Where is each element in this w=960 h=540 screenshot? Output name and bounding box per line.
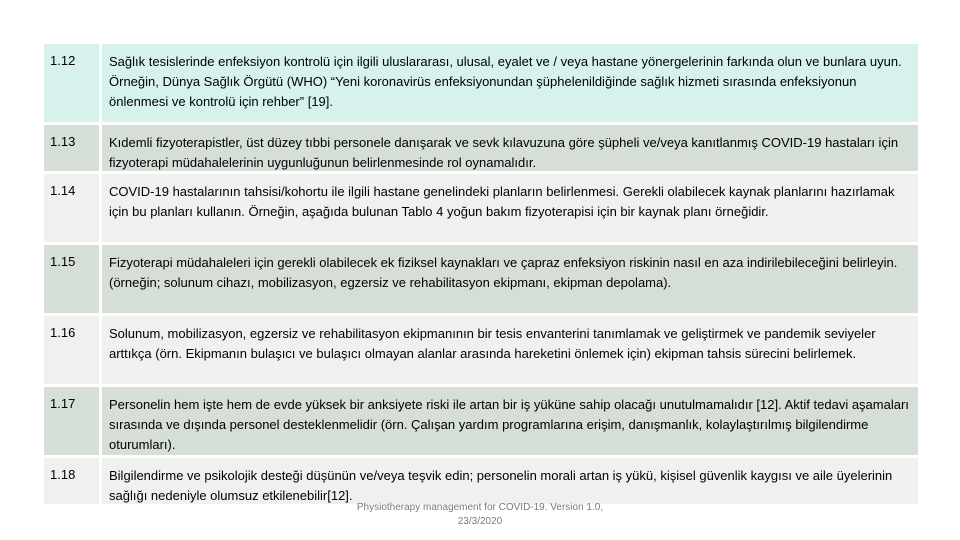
row-number: 1.17 <box>44 387 99 455</box>
table-row <box>44 125 918 171</box>
row-text: Sağlık tesislerinde enfeksiyon kontrolü için ilgili uluslararası, ulusal, eyalet ve / veya hastane yönergelerinin farkında olun ve bunlara uyun. Örneğin, Dünya Sağlık Örgütü (WHO) “Yeni koronavirüs enfeksiyonundan şüphelenildiğinde sağlık hizmeti sırasında enfeksiyonun önlenmesi ve kontrolü için rehber” [19]. <box>102 44 918 122</box>
table-row <box>44 174 918 242</box>
slide-footer <box>340 501 620 529</box>
row-text: Kıdemli fizyoterapistler, üst düzey tıbbi personele danışarak ve sevk kılavuzuna göre şüpheli ve/veya kanıtlanmış COVID-19 hastaları için fizyoterapi müdahalelerinin uygunluğunun belirlenmesinde rol oynamalıdır. <box>102 125 918 171</box>
footer-date: 23/3/2020 <box>457 516 503 527</box>
table-row <box>44 316 918 384</box>
row-number: 1.14 <box>44 174 99 242</box>
table-row <box>44 44 918 122</box>
guidelines-table <box>44 44 918 504</box>
row-number: 1.18 <box>44 458 99 504</box>
row-text: Solunum, mobilizasyon, egzersiz ve rehabilitasyon ekipmanının bir tesis envanterini tanımlamak ve geliştirmek ve pandemik seviyeler arttıkça (örn. Ekipmanın bulaşıcı ve bulaşıcı olmayan alanlar arasında hareketini önlemek için) ekipman tahsis sürecini belirlemek. <box>102 316 918 384</box>
row-number: 1.15 <box>44 245 99 313</box>
table-row <box>44 458 918 504</box>
row-number: 1.12 <box>44 44 99 122</box>
row-number: 1.13 <box>44 125 99 171</box>
row-text: Fizyoterapi müdahaleleri için gerekli olabilecek ek fiziksel kaynakları ve çapraz enfeksiyon riskinin nasıl en aza indirilebileceğini belirleyin.(örneğin; solunum cihazı, mobilizasyon, egzersiz ve rehabilitasyon ekipmanı, ekipman depolama). <box>102 245 918 313</box>
table-row <box>44 245 918 313</box>
footer-citation: Physiotherapy management for COVID-19. Version 1.0, <box>356 502 604 513</box>
row-text: Bilgilendirme ve psikolojik desteği düşünün ve/veya teşvik edin; personelin morali artan iş yükü, kişisel güvenlik kaygısı ve aile üyelerinin sağlığı nedeniyle olumsuz etkilenebilir[12]. <box>102 458 918 504</box>
table-row <box>44 387 918 455</box>
row-text: Personelin hem işte hem de evde yüksek bir anksiyete riski ile artan bir iş yüküne sahip olacağı unutulmamalıdır [12]. Aktif tedavi aşamaları sırasında ve dışında personel desteklenmelidir (örn. Çalışan yardım programlarına erişim, danışmanlık, kolaylaştırılmış bilgilendirme oturumları). <box>102 387 918 455</box>
row-text: COVID-19 hastalarının tahsisi/kohortu ile ilgili hastane genelindeki planların belirlenmesi. Gerekli olabilecek kaynak planlarını hazırlamak için bu planları kullanın. Örneğin, aşağıda bulunan Tablo 4 yoğun bakım fizyoterapisi için bir kaynak planı örneğidir. <box>102 174 918 242</box>
row-number: 1.16 <box>44 316 99 384</box>
